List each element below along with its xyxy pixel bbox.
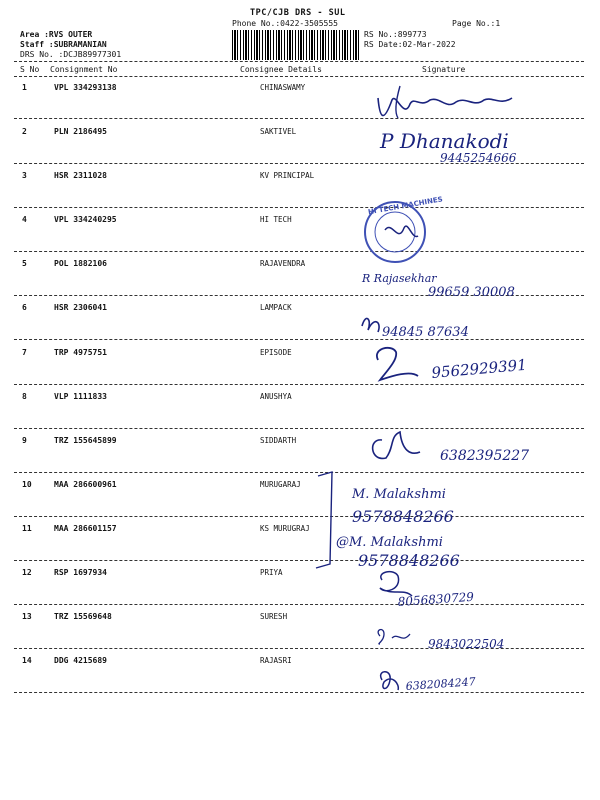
signature-row-14 [381, 672, 399, 690]
row-sno: 8 [22, 392, 27, 401]
signature-row-1 [378, 98, 512, 116]
signature-row-12 [380, 572, 412, 596]
row-consignee: ANUSHYA [260, 392, 292, 401]
row-divider [14, 648, 584, 649]
phone-row-14: 6382084247 [405, 675, 477, 693]
row-divider [14, 163, 584, 164]
row-consignee: LAMPACK [260, 303, 292, 312]
phone-row-10: 9578848266 [352, 507, 454, 526]
row-consignment: MAA 286601157 [54, 524, 117, 533]
col-sno: S No [20, 65, 40, 74]
page-number: Page No.:1 [452, 19, 501, 28]
rs-number: RS No.:899773 [364, 30, 427, 39]
row-consignment: HSR 2306041 [54, 303, 107, 312]
row-divider [14, 560, 584, 561]
row-consignment: DDG 4215689 [54, 656, 107, 665]
row-consignee: KV PRINCIPAL [260, 171, 315, 180]
row-divider [14, 118, 584, 119]
phone-row-13: 9843022504 [428, 637, 505, 651]
row-divider [14, 472, 584, 473]
col-consignment: Consignment No [50, 65, 118, 74]
row-sno: 12 [22, 568, 32, 577]
row-sno: 1 [22, 83, 27, 92]
row-sno: 14 [22, 656, 32, 665]
row-sno: 9 [22, 436, 27, 445]
row-divider [14, 384, 584, 385]
row-consignee: SURESH [260, 612, 288, 621]
row-consignee: KS MURUGRAJ [260, 524, 310, 533]
phone-number: Phone No.:0422-3505555 [232, 19, 338, 28]
row-consignment: PLN 2186495 [54, 127, 107, 136]
signature-row-5: R Rajasekhar [362, 272, 437, 285]
row-sno: 11 [22, 524, 32, 533]
row-sno: 3 [22, 171, 27, 180]
signature-row-9 [373, 432, 420, 458]
row-consignee: RAJASRI [260, 656, 292, 665]
row-sno: 6 [22, 303, 27, 312]
phone-row-11: 9578848266 [358, 551, 460, 570]
signature-row-6 [362, 318, 379, 332]
phone-row-5: 99659 30008 [428, 285, 515, 300]
row-consignee: MURUGARAJ [260, 480, 301, 489]
col-consignee: Consignee Details [240, 65, 322, 74]
col-signature: Signature [422, 65, 466, 74]
row-sno: 2 [22, 127, 27, 136]
row-consignment: HSR 2311028 [54, 171, 107, 180]
row-divider [14, 428, 584, 429]
row-sno: 5 [22, 259, 27, 268]
sheet-title: TPC/CJB DRS - SUL [250, 8, 346, 18]
row-consignment: TRP 4975751 [54, 348, 107, 357]
signature-row-7 [377, 348, 418, 380]
row-divider [14, 295, 584, 296]
row-sno: 13 [22, 612, 32, 621]
rs-date: RS Date:02-Mar-2022 [364, 40, 456, 49]
phone-row-9: 6382395227 [440, 448, 530, 464]
row-consignment: POL 1882106 [54, 259, 107, 268]
area-label: Area :RVS OUTER [20, 30, 93, 39]
row-consignment: TRZ 15569648 [54, 612, 112, 621]
drs-number: DRS No. :DCJB89977301 [20, 50, 122, 59]
name-row-11: @M. Malakshmi [336, 535, 443, 550]
stamp-text: HI TECH MACHINES [367, 195, 444, 217]
row-consignment: RSP 1697934 [54, 568, 107, 577]
row-consignment: MAA 286600961 [54, 480, 117, 489]
barcode [232, 30, 360, 60]
row-consignee: PRIYA [260, 568, 283, 577]
row-consignee: EPISODE [260, 348, 292, 357]
column-divider [14, 76, 584, 77]
row-sno: 4 [22, 215, 27, 224]
phone-row-7: 9562929391 [430, 355, 528, 382]
row-divider [14, 516, 584, 517]
signature-row-13 [378, 630, 410, 644]
row-divider [14, 692, 584, 693]
row-sno: 10 [22, 480, 32, 489]
row-consignee: HI TECH [260, 215, 292, 224]
row-divider [14, 207, 584, 208]
row-consignee: CHINASWAMY [260, 83, 306, 92]
row-divider [14, 251, 584, 252]
phone-row-12: 8056830729 [397, 589, 475, 609]
row-divider [14, 604, 584, 605]
row-sno: 7 [22, 348, 27, 357]
row-consignee: SIDDARTH [260, 436, 297, 445]
row-consignment: TRZ 155645899 [54, 436, 117, 445]
bracket-mark [316, 472, 332, 568]
name-row-10: M. Malakshmi [352, 487, 446, 502]
signature-row-2: P Dhanakodi [380, 129, 509, 153]
row-consignment: VPL 334293138 [54, 83, 117, 92]
header-divider [14, 61, 584, 62]
row-consignment: VLP 1111833 [54, 392, 107, 401]
phone-row-6: 94845 87634 [382, 325, 469, 340]
phone-row-2: 9445254666 [440, 151, 517, 165]
row-consignee: SAKTIVEL [260, 127, 297, 136]
row-consignment: VPL 334240295 [54, 215, 117, 224]
row-consignee: RAJAVENDRA [260, 259, 306, 268]
row-divider [14, 339, 584, 340]
staff-label: Staff :SUBRAMANIAN [20, 40, 107, 49]
